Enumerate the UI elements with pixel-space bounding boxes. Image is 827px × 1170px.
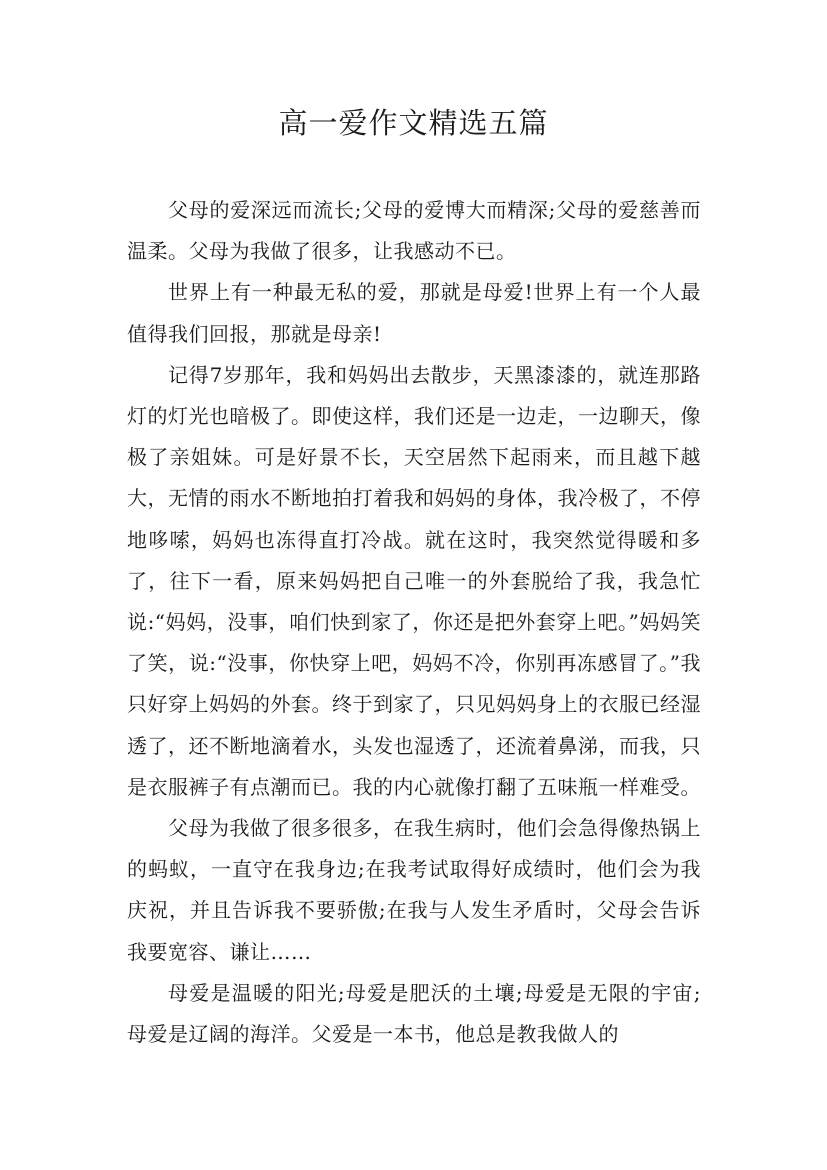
paragraph-1: 父母的爱深远而流长;父母的爱博大而精深;父母的爱慈善而温柔。父母为我做了很多，让我感动不已。 (127, 198, 701, 264)
paragraph-4: 父母为我做了很多很多，在我生病时，他们会急得像热锅上的蚂蚁，一直守在我身边;在我考试取得好成绩时，他们会为我庆祝，并且告诉我不要骄傲;在我与人发生矛盾时，父母会告诉我要宽容、谦让…… (127, 816, 701, 964)
paragraph-2: 世界上有一种最无私的爱，那就是母爱!世界上有一个人最值得我们回报，那就是母亲! (127, 280, 701, 346)
document-body (127, 190, 701, 1055)
paragraph-5: 母爱是温暖的阳光;母爱是肥沃的土壤;母爱是无限的宇宙;母爱是辽阔的海洋。父爱是一本书，他总是教我做人的 (127, 980, 701, 1047)
document-title: 高一爱作文精选五篇 (278, 106, 549, 140)
paragraph-3: 记得7岁那年，我和妈妈出去散步，天黑漆漆的，就连那路灯的灯光也暗极了。即使这样，我们还是一边走，一边聊天，像极了亲姐妹。可是好景不长，天空居然下起雨来，而且越下越大，无情的雨水不断地拍打着我和妈妈的身体，我冷极了，不停地哆嗦，妈妈也冻得直打冷战。就在这时，我突然觉得暖和多了，往下一看，原来妈妈把自己唯一的外套脱给了我，我急忙说:“妈妈，没事，咱们快到家了，你还是把外套穿上吧。”妈妈笑了笑，说:“没事，你快穿上吧，妈妈不冷，你别再冻感冒了。”我只好穿上妈妈的外套。终于到家了，只见妈妈身上的衣服已经湿透了，还不断地滴着水，头发也湿透了，还流着鼻涕，而我，只是衣服裤子有点潮而已。我的内心就像打翻了五味瓶一样难受。 (127, 362, 701, 799)
